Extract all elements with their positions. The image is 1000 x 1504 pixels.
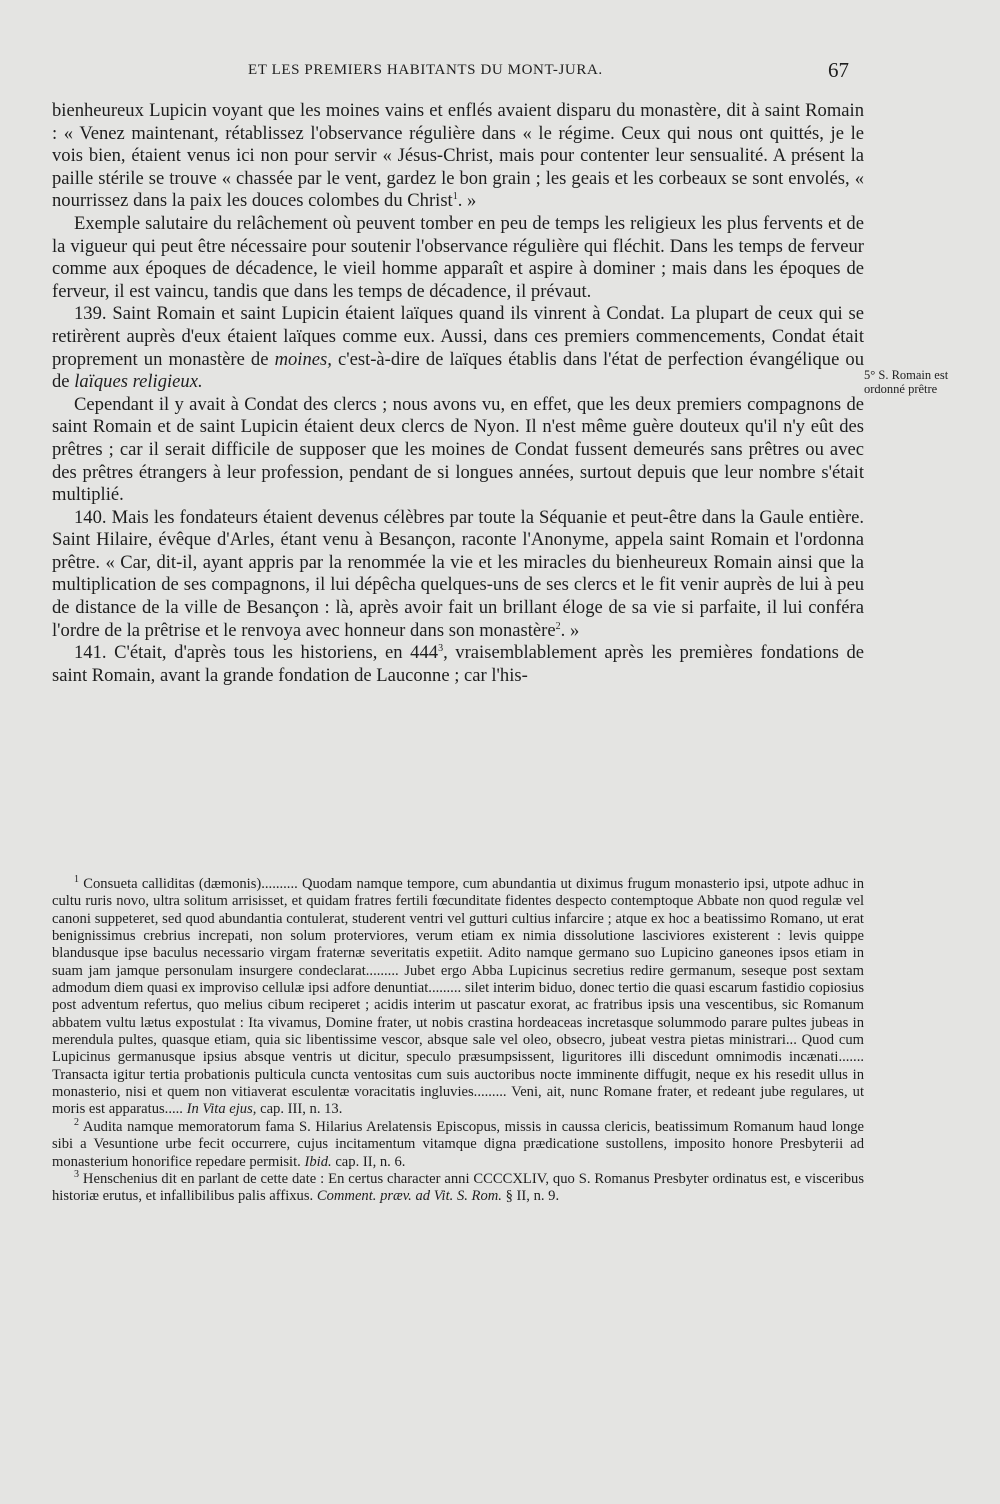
footnote-text: Audita namque memoratorum fama S. Hilarius Arelatensis Episcopus, missis in caussa clericis, beatissimum Romanum haud longe sibi a Vesuntione urbe fecit occurrere, cujus incitamentum vitamque digna prædicatione sustollens, imposito honore Presbyterii ad monasterium honorifice repedare permisit.	[52, 1118, 865, 1170]
paragraph-140	[52, 507, 864, 643]
italic-term: laïques religieux.	[74, 371, 203, 393]
footnote-citation-ref: cap. II, n. 6.	[335, 1153, 406, 1170]
paragraph-text: C'était, d'après tous les historiens, en 444	[114, 642, 439, 664]
paragraph-141	[52, 642, 864, 687]
paragraph-text-end: . »	[560, 619, 580, 641]
footnote-citation: Comment. præv. ad Vit. S. Rom.	[316, 1188, 502, 1205]
page-number: 67	[828, 58, 849, 82]
paragraph-number: 140.	[74, 506, 107, 528]
paragraph-quote-end	[52, 100, 864, 213]
footnote-text: Consueta calliditas (dæmonis).......... Quodam namque tempore, cum abundantia ut diximus frugum monasterio ipsi, utpote adhuc in cultu ruris novo, ultra solitum arrisisset, et quidam fratres fertili fœcunditate fidentes despecto contemptoque Abbate non quod regulæ vel canoni suppeteret, sed quod abundantia contulerat, studerent ventri vel gutturi cultius infarcire ; atque ex hoc a beatissimo Romano, ut erat benignissimus crebrius increpati, non solum proterviores, verum etiam ex nimia dissolutione lasciviores existerent : levis quippe blandusque ipse baculus necessario virgam fraternæ severitatis expetiit. Adito namque germano suo Lupicino ganeones ipsos etiam in suam jam jamque personulam insurgere condeclarat......... Jubet ergo Abba Lupicinus secretius redire germanum, seseque post sextam admodum diem quasi ex improviso cellulæ ipsi adfore denuntiat......... silet interim biduo, donec tertio die quasi escarum fastidio copiosius post adventum refertus, quo melius cibum reciperet ; acidis interim ut pascatur exorat, ac fratribus ipsis una vescentibus, sic Romanum abbatem vultu lætus expostulat : Ita vivamus, Domine frater, ut nobis crastina hordeaceas incretasque solummodo parare pultes jubeas in merendula pultes, quasque etiam, quia sic libentissime vescor, absque sale vel oleo, obsecro, jubeat vestra pietas ministrari... Quod cum Lupicinus germanusque ipsius absque ventris ut dicitur, speculo præsumpsissent, liguritores illi discedunt omnimodis incænati....... Transacta igitur tertia probationis pulticula cuncta ventositas cum suis auctoribus nocte imminente diffugit, neque ex his resedit ullus in monasterio, nisi et quem non vitiaverat esculentæ voracitatis ingluvies......... Veni, ait, nunc Romane frater, et redeant jube regulares, ut moris est apparatus.....	[52, 876, 864, 1118]
paragraph-text: Exemple salutaire du relâchement où peuvent tomber en peu de temps les religieux les plus fervents et de la vigueur qui peut être nécessaire pour soutenir l'observance régulière qui fléchit. Dans les temps de ferveur comme aux époques de décadence, le vieil homme apparaît et aspire à dominer ; mais dans les époques de ferveur, il est vaincu, tandis que dans les temps de décadence, il prévaut.	[52, 212, 864, 302]
paragraph-exemple	[52, 213, 864, 303]
paragraph-text-end: , vraisemblablement après les premières fondations de saint Romain, avant la grande fondation de Lauconne ; car l'his-	[52, 642, 864, 686]
footnote-3	[52, 1168, 865, 1206]
paragraph-text: bienheureux Lupicin voyant que les moines vains et enflés avaient disparu du monastère, dit à saint Romain : « Venez maintenant, rétablissez l'observance régulière dans « le régime. Ceux qui nous ont quittés, je le vois bien, étaient venus ici non pour servir « Jésus-Christ, mais pour contenter leur sensualité. A présent la paille stérile se trouve « chassée par le vent, gardez le bon grain ; les geais et les corbeaux se sont envolés, « nourrissez dans la paix les douces colombes du Christ	[52, 100, 864, 212]
footnote-2	[52, 1116, 865, 1171]
running-title: ET LES PREMIERS HABITANTS DU MONT-JURA.	[248, 62, 603, 78]
footnote-1	[52, 876, 864, 1119]
page-header	[0, 58, 1000, 86]
paragraph-text: Cependant il y avait à Condat des clercs ; nous avons vu, en effet, que les deux premiers compagnons de saint Romain et de saint Lupicin étaient deux clercs de Nyon. Il n'est même guère douteux qu'il n'y eût des prêtres ; car il serait difficile de supposer que les moines de Condat fussent demeurés sans prêtres ou avec des prêtres étrangers à leur profession, pendant de si longues années, surtout depuis que leur nombre s'était multiplié.	[52, 393, 864, 506]
paragraph-text-end: . »	[457, 190, 477, 212]
italic-term: moines,	[274, 348, 332, 370]
footnote-citation-ref: cap. III, n. 13.	[260, 1101, 343, 1118]
margin-note	[864, 368, 960, 396]
footnotes	[52, 876, 864, 1206]
main-text	[52, 100, 864, 687]
paragraph-number: 139.	[74, 303, 107, 325]
footnote-ref-2: 2	[555, 620, 561, 632]
footnote-text: Henschenius dit en parlant de cette date : En certus character anni CCCCXLIV, quo S. Romanus Presbyter ordinatus est, e visceribus historiæ erutus, et infallibilibus palis affixus.	[52, 1170, 865, 1205]
footnote-citation-ref: § II, n. 9.	[505, 1188, 560, 1205]
footnote-mark: 1	[74, 874, 79, 886]
margin-note-number: 5°	[864, 368, 876, 382]
margin-note-text: S. Romain est ordonné prêtre	[864, 368, 949, 396]
footnote-ref-3: 3	[438, 643, 444, 655]
footnote-mark: 3	[74, 1168, 79, 1180]
paragraph-139	[52, 303, 864, 393]
footnote-citation: In Vita ejus,	[186, 1101, 257, 1118]
footnote-ref-1: 1	[452, 191, 458, 203]
footnote-citation: Ibid.	[304, 1153, 332, 1170]
footnote-mark: 2	[74, 1116, 79, 1128]
paragraph-text: c'est-à-dire de laïques établis dans l'état de perfection évangélique ou de	[52, 348, 864, 393]
paragraph-text: Mais les fondateurs étaient devenus célèbres par toute la Séquanie et peut-être dans la Gaule entière. Saint Hilaire, évêque d'Arles, étant venu à Besançon, raconte l'Anonyme, appela saint Romain et l'ordonna prêtre. « Car, dit-il, ayant appris par la renommée la vie et les miracles du bienheureux Romain ainsi que la multiplication de ses compagnons, il lui dépêcha quelques-uns de ses clercs et le fit venir auprès de lui à peu de distance de la ville de Besançon : là, après avoir fait un brillant éloge de sa vie si parfaite, il lui conféra l'ordre de la prêtrise et le renvoya avec honneur dans son monastère	[52, 506, 864, 641]
paragraph-text: Saint Romain et saint Lupicin étaient laïques quand ils vinrent à Condat. La plupart de ceux qui se retirèrent auprès d'eux étaient laïques comme eux. Aussi, dans ces premiers commencements, Condat était proprement un monastère de	[52, 303, 864, 370]
paragraph-number: 141.	[74, 642, 107, 664]
paragraph-cependant	[52, 394, 864, 507]
